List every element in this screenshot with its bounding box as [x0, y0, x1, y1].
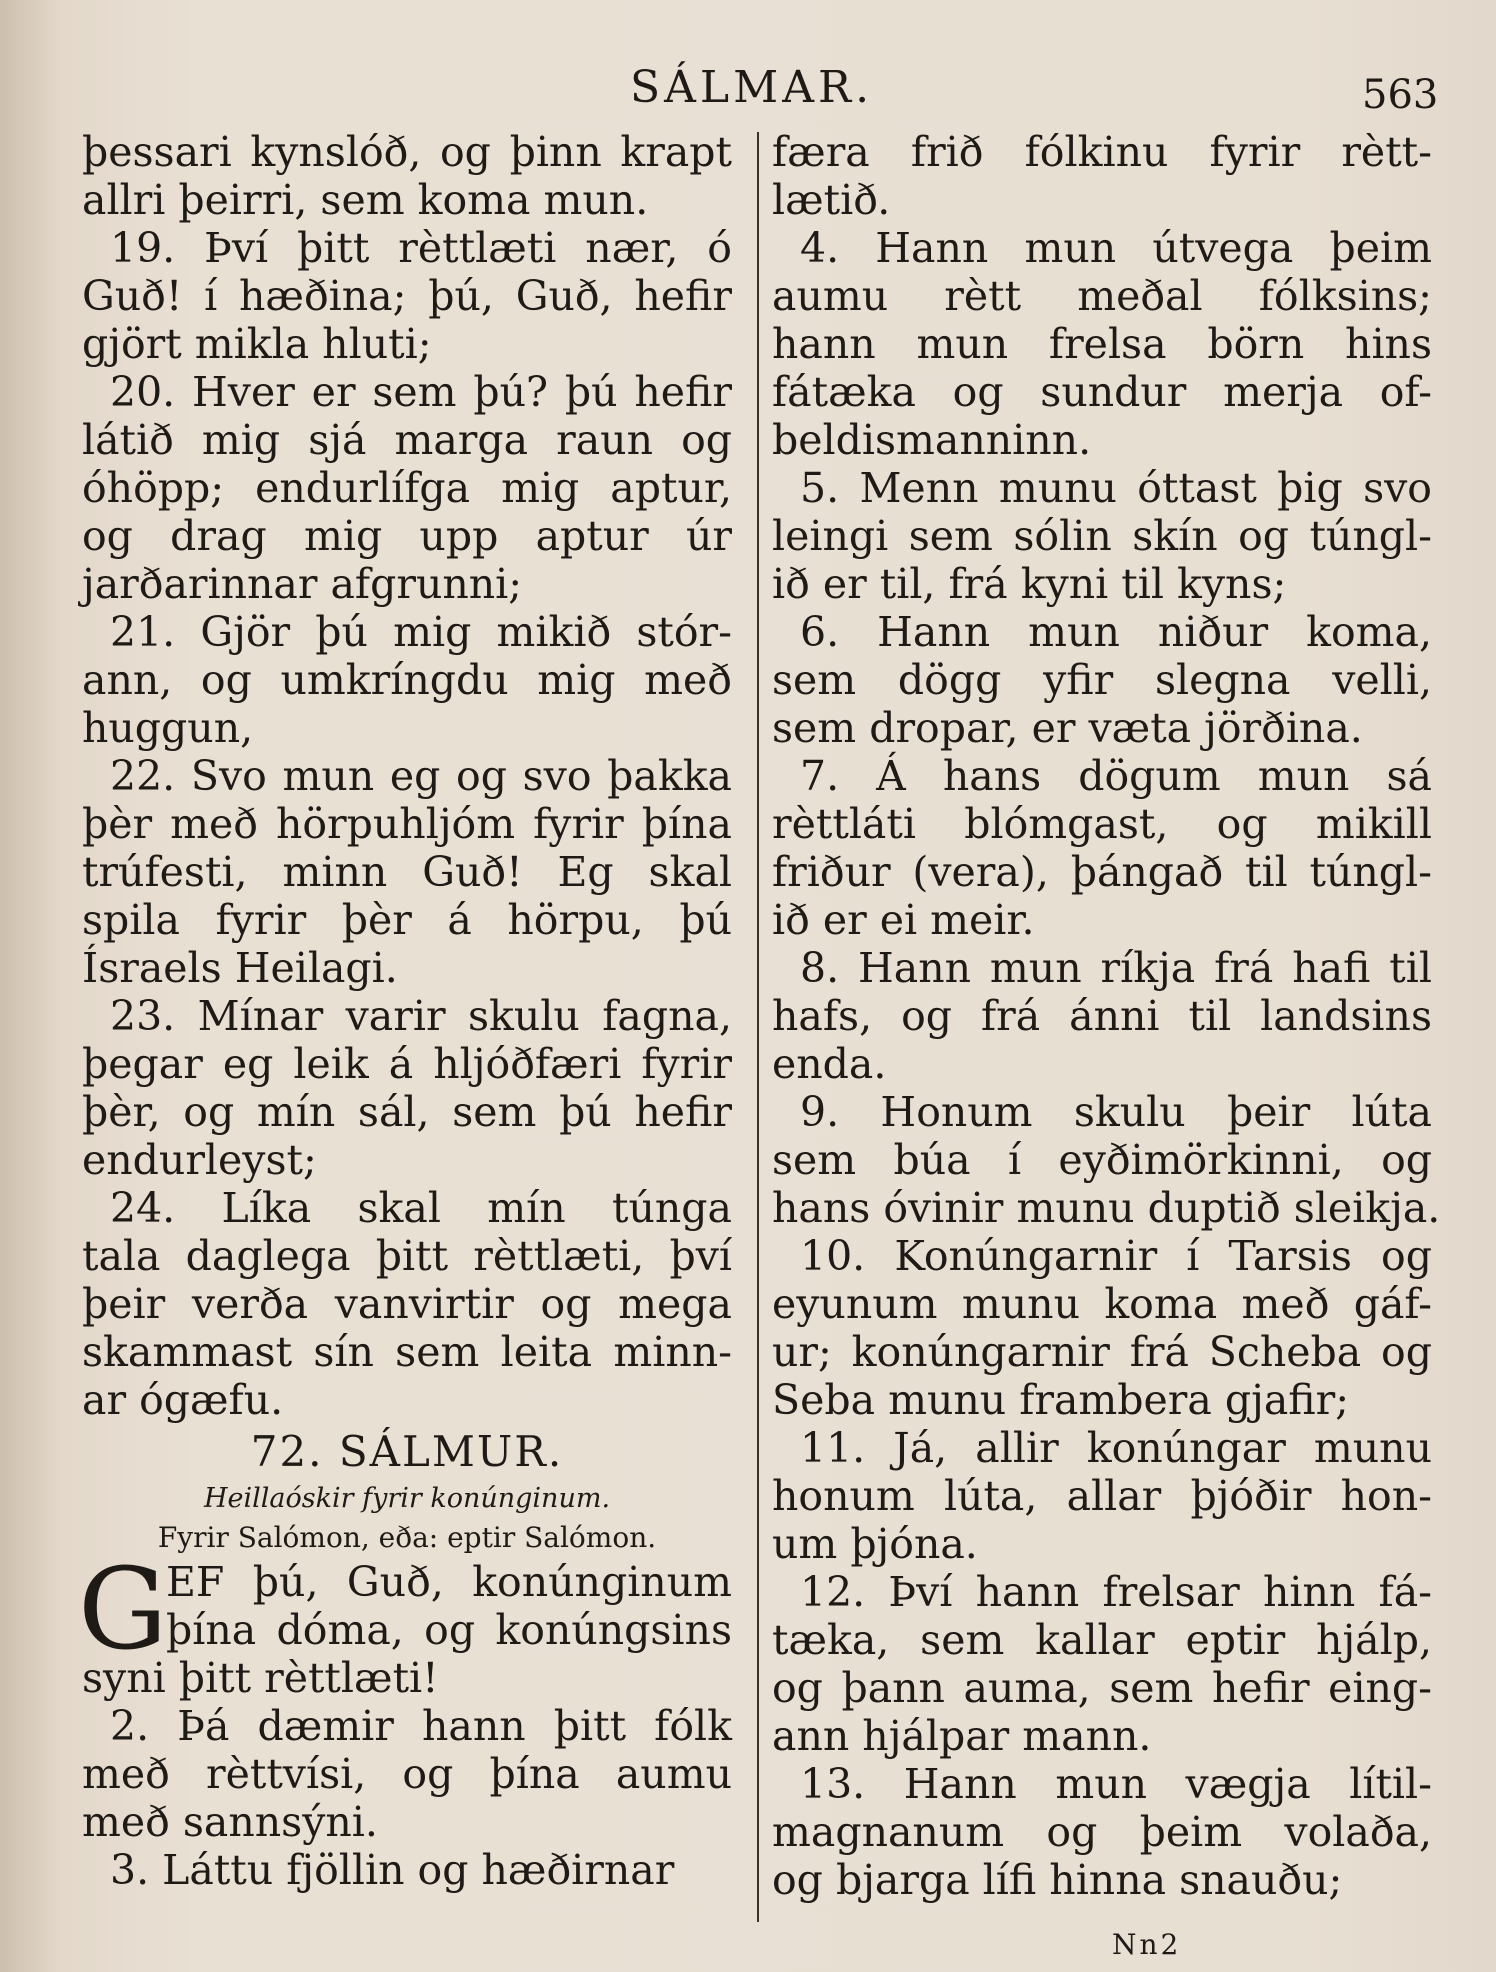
text-line: skammast sín sem leita minn- [82, 1328, 732, 1376]
psalm-opening [78, 1545, 732, 1894]
running-title: SÁLMAR. [630, 62, 874, 113]
psalm-heading: 72. SÁLMUR. [250, 1427, 564, 1476]
text-line: 7. Á hans dögum mun sá [800, 752, 1432, 800]
text-line: friður (vera), þángað til túngl- [772, 848, 1432, 896]
text-line: trúfesti, minn Guð! Eg skal [82, 848, 732, 896]
text-line: 11. Já, allir konúngar munu [800, 1424, 1432, 1472]
text-line: jarðarinnar afgrunni; [82, 560, 523, 608]
text-line: allri þeirri, sem koma mun. [82, 176, 649, 224]
text-line: þessari kynslóð, og þinn krapt [82, 128, 732, 176]
text-line: hafs, og frá ánni til landsins [772, 992, 1432, 1040]
text-line: beldismanninn. [772, 416, 1092, 464]
text-line: spila fyrir þèr á hörpu, þú [82, 896, 732, 944]
text-line: þèr með hörpuhljóm fyrir þína [82, 800, 732, 848]
text-line: ur; konúngarnir frá Scheba og [772, 1328, 1432, 1376]
text-line: þèr, og mín sál, sem þú hefir [82, 1088, 732, 1136]
text-line: Seba munu frambera gjafir; [772, 1376, 1350, 1424]
text-line: og bjarga lífi hinna snauðu; [772, 1856, 1343, 1904]
text-line: ið er ei meir. [772, 896, 1035, 944]
text-line: tala daglega þitt rèttlæti, því [82, 1232, 732, 1280]
text-line: 4. Hann mun útvega þeim [800, 224, 1432, 272]
text-line: þegar eg leik á hljóðfæri fyrir [82, 1040, 732, 1088]
text-line: 10. Konúngarnir í Tarsis og [800, 1232, 1432, 1280]
text-line: með sannsýni. [82, 1798, 378, 1846]
left-text-block [82, 128, 732, 1424]
text-line: gjört mikla hluti; [82, 320, 432, 368]
text-line: 13. Hann mun vægja lítil- [800, 1760, 1432, 1808]
text-line: 5. Menn munu óttast þig svo [800, 464, 1432, 512]
right-text-block [772, 128, 1441, 1904]
page-number: 563 [1362, 72, 1439, 118]
text-line: 20. Hver er sem þú? þú hefir [110, 368, 732, 416]
drop-cap: G [78, 1545, 168, 1675]
text-line: færa frið fólkinu fyrir rètt- [772, 128, 1432, 176]
column-divider [757, 132, 759, 1922]
text-line: enda. [772, 1040, 887, 1088]
text-line: 9. Honum skulu þeir lúta [800, 1088, 1432, 1136]
text-line: leingi sem sólin skín og túngl- [772, 512, 1432, 560]
text-line: ið er til, frá kyni til kyns; [772, 560, 1287, 608]
text-line: eyunum munu koma með gáf- [772, 1280, 1432, 1328]
text-line: 22. Svo mun eg og svo þakka [110, 752, 732, 800]
text-line: lætið. [772, 176, 891, 224]
text-line: 6. Hann mun niður koma, [800, 608, 1432, 656]
running-head [0, 62, 1496, 122]
right-column [772, 128, 1441, 1904]
text-line: tæka, sem kallar eptir hjálp, [772, 1616, 1432, 1664]
text-line: 8. Hann mun ríkja frá hafi til [800, 944, 1432, 992]
text-line: Ísraels Heilagi. [82, 944, 398, 992]
text-line: 21. Gjör þú mig mikið stór- [110, 608, 732, 656]
text-line: 19. Því þitt rèttlæti nær, ó [110, 224, 732, 272]
text-line: sem dropar, er væta jörðina. [772, 704, 1363, 752]
text-line: Guð! í hæðina; þú, Guð, hefir [82, 272, 732, 320]
text-line: magnanum og þeim volaða, [772, 1808, 1432, 1856]
text-line: ann, og umkríngdu mig með [82, 656, 732, 704]
text-line: 24. Líka skal mín túnga [110, 1184, 732, 1232]
text-line: og þann auma, sem hefir eing- [772, 1664, 1432, 1712]
text-line: huggun, [82, 704, 254, 752]
text-line: rèttláti blómgast, og mikill [772, 800, 1432, 848]
text-line: sem búa í eyðimörkinni, og [772, 1136, 1432, 1184]
left-column [78, 128, 732, 1894]
text-line: aumu rètt meðal fólksins; [772, 272, 1432, 320]
text-line: hans óvinir munu duptið sleikja. [772, 1184, 1441, 1232]
psalm-ascription: Fyrir Salómon, eða: eptir Salómon. [157, 1521, 657, 1554]
text-line: hann mun frelsa börn hins [772, 320, 1432, 368]
text-line: sem dögg yfir slegna velli, [772, 656, 1432, 704]
text-line: látið mig sjá marga raun og [82, 416, 732, 464]
text-line: óhöpp; endurlífga mig aptur, [82, 464, 732, 512]
text-line: honum lúta, allar þjóðir hon- [772, 1472, 1432, 1520]
text-line: þína dóma, og konúngsins [166, 1606, 732, 1654]
text-line: 3. Láttu fjöllin og hæðirnar [110, 1846, 675, 1894]
text-line: um þjóna. [772, 1520, 978, 1568]
text-line: ar ógæfu. [82, 1376, 284, 1424]
text-line: EF þú, Guð, konúnginum [166, 1558, 732, 1606]
text-line: ann hjálpar mann. [772, 1712, 1152, 1760]
text-line: syni þitt rèttlæti! [82, 1654, 439, 1702]
text-line: 23. Mínar varir skulu fagna, [110, 992, 732, 1040]
text-line: og drag mig upp aptur úr [82, 512, 732, 560]
text-line: endurleyst; [82, 1136, 317, 1184]
text-line: með rèttvísi, og þína aumu [82, 1750, 732, 1798]
text-line: 2. Þá dæmir hann þitt fólk [110, 1702, 732, 1750]
psalm-subtitle: Heillaóskir fyrir konúnginum. [203, 1483, 611, 1514]
text-line: þeir verða vanvirtir og mega [82, 1280, 732, 1328]
psalm-text-block [82, 1558, 732, 1894]
signature-mark: Nn2 [1112, 1928, 1182, 1961]
text-line: 12. Því hann frelsar hinn fá- [800, 1568, 1432, 1616]
text-line: fátæka og sundur merja of- [772, 368, 1432, 416]
